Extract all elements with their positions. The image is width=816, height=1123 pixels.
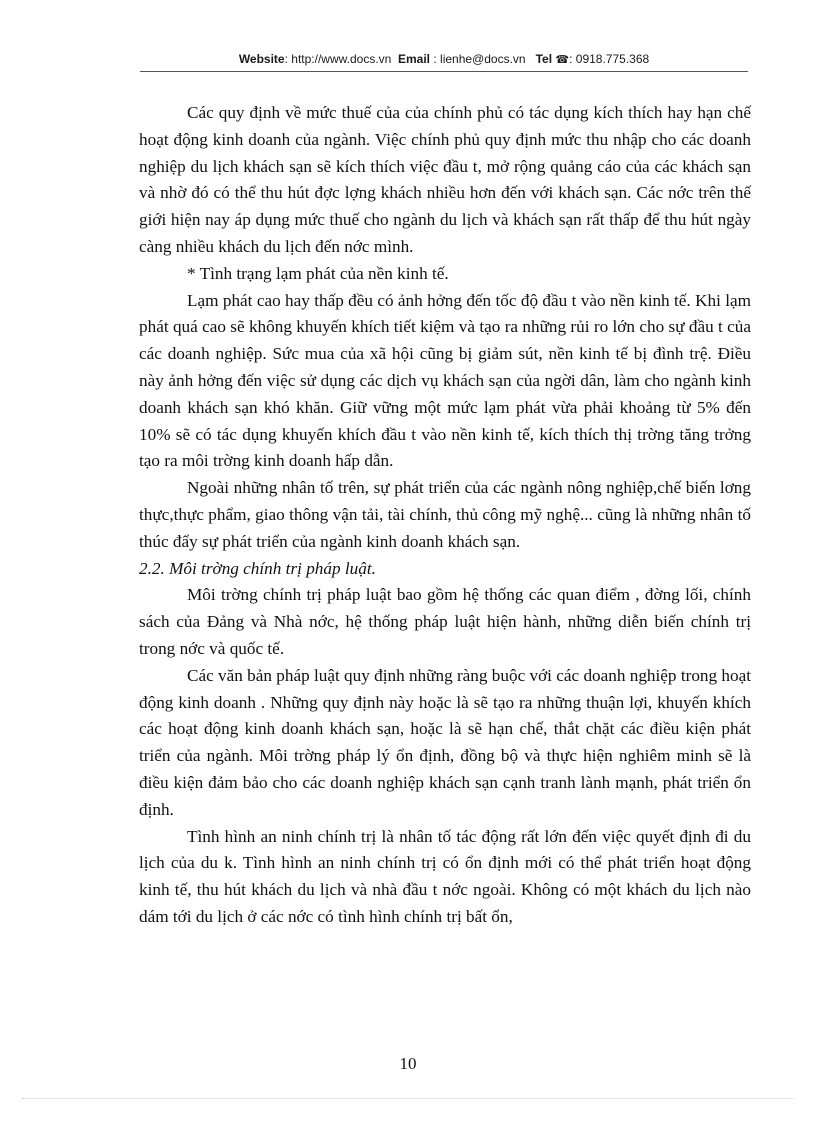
paragraph-other-factors: Ngoài những nhân tố trên, sự phát triển của các ngành nông nghiệp,chế biến lơng thực,thực phẩm, giao thông vận tải, tài chính, thủ công mỹ nghệ... cũng là những nhân tố thúc đẩy sự phát triển của ngành kinh doanh khách sạn. xyxy=(139,478,751,551)
document-body xyxy=(139,100,751,931)
header-divider xyxy=(140,71,748,72)
email-label: Email xyxy=(398,52,431,66)
paragraph-political-environment: Môi trờng chính trị pháp luật bao gồm hệ thống các quan điểm , đờng lối, chính sách của Đảng và Nhà nớc, hệ thống pháp luật hiện hành, những diễn biến chính trị trong nớc và quốc tế. xyxy=(139,585,751,658)
website-value: : http://www.docs.vn xyxy=(284,52,392,66)
paragraph-inflation-heading: * Tình trạng lạm phát của nền kinh tế. xyxy=(187,263,449,283)
website-label: Website xyxy=(238,52,285,66)
tel-value: : 0918.775.368 xyxy=(569,52,650,66)
paragraph-legal-documents: Các văn bản pháp luật quy định những ràng buộc với các doanh nghiệp trong hoạt động kinh doanh . Những quy định này hoặc là sẽ tạo ra những thuận lợi, khuyến khích các hoạt động kinh doanh khách sạn, hoặc là sẽ hạn chế, thắt chặt các điều kiện phát triển của ngành. Môi trờng pháp lý ổn định, đồng bộ và thực hiện nghiêm minh sẽ là điều kiện đảm bảo cho các doanh nghiệp khách sạn cạnh tranh lành mạnh, phát triển ổn định. xyxy=(139,665,751,819)
footer-divider xyxy=(22,1098,794,1099)
tel-label: Tel xyxy=(535,52,553,66)
phone-icon: ☎ xyxy=(555,54,570,66)
email-value: : lienhe@docs.vn xyxy=(433,52,526,66)
paragraph-security: Tình hình an ninh chính trị là nhân tố tác động rất lớn đến việc quyết định đi du lịch của du k. Tình hình an ninh chính trị có ổn định mới có thể phát triển hoạt động kinh tế, thu hút khách du lịch và nhà đầu t nớc ngoài. Không có một khách du lịch nào dám tới du lịch ở các nớc có tình hình chính trị bất ổn, xyxy=(139,826,751,926)
paragraph-tax-policy: Các quy định về mức thuế của của chính phủ có tác dụng kích thích hay hạn chế hoạt động kinh doanh của ngành. Việc chính phủ quy định mức thu nhập cho các doanh nghiệp du lịch khách sạn sẽ kích thích việc đầu t, mở rộng quảng cáo của các khách sạn và nhờ đó có thể thu hút đợc lợng khách nhiều hơn đến với khách sạn. Các nớc trên thế giới hiện nay áp dụng mức thuế cho ngành du lịch và khách sạn rất thấp để thu hút ngày càng nhiều khách du lịch đến nớc mình. xyxy=(139,103,751,256)
page-header xyxy=(140,52,748,66)
paragraph-inflation: Lạm phát cao hay thấp đều có ảnh hởng đến tốc độ đầu t vào nền kinh tế. Khi lạm phát quá cao sẽ không khuyến khích tiết kiệm và tạo ra những rủi ro lớn cho sự đầu t của các doanh nghiệp. Sức mua của xã hội cũng bị giảm sút, nền kinh tế bị đình trệ. Điều này ảnh hởng đến việc sử dụng các dịch vụ khách sạn của ngời dân, làm cho ngành kinh doanh khách sạn khó khăn. Giữ vững một mức lạm phát vừa phải khoảng từ 5% đến 10% sẽ có tác dụng khuyến khích đầu t vào nền kinh tế, kích thích thị trờng tăng trởng tạo ra môi trờng kinh doanh hấp dẫn. xyxy=(139,290,751,471)
page-number: 10 xyxy=(399,1054,417,1073)
section-heading-political-legal: 2.2. Môi trờng chính trị pháp luật. xyxy=(139,558,376,578)
